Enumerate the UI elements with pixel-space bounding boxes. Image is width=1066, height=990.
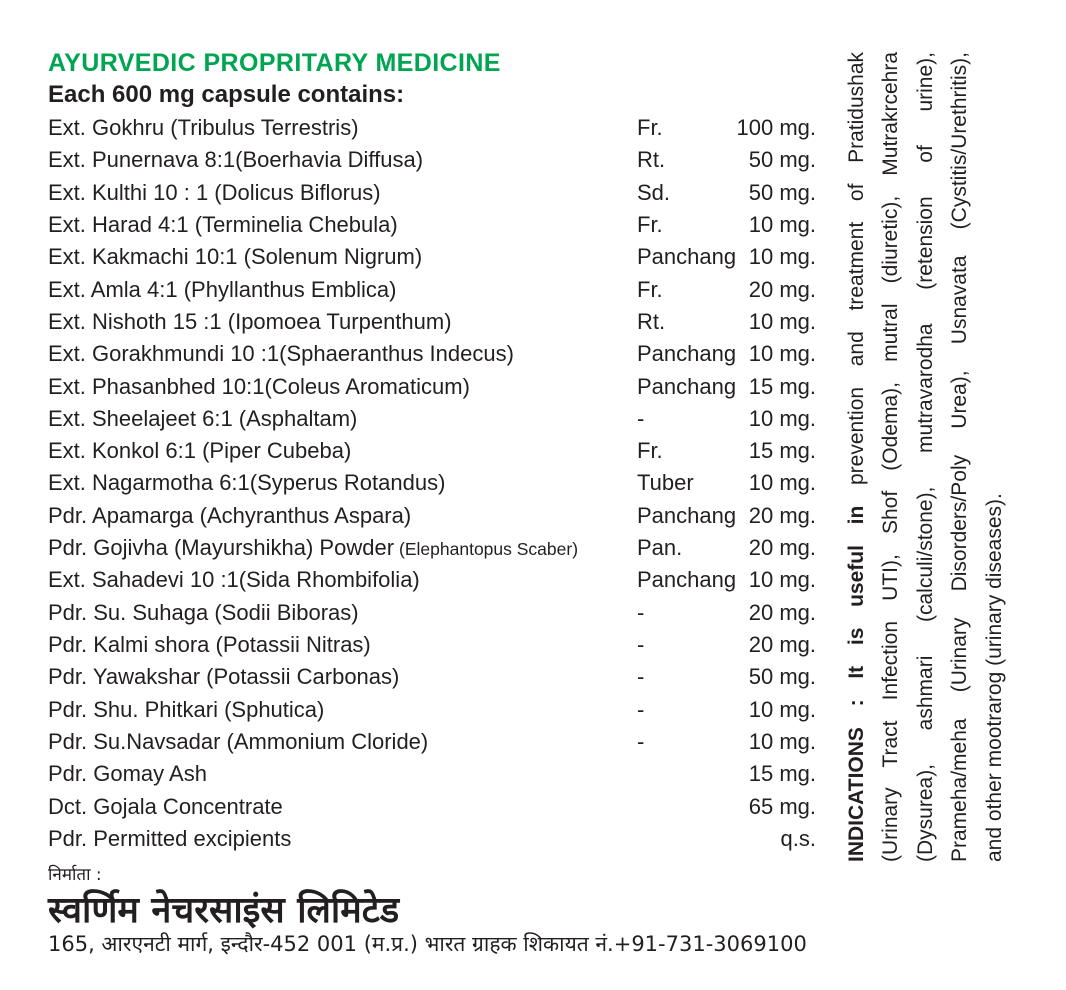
ingredient-part: Fr.	[637, 211, 663, 237]
ingredient-row	[48, 500, 816, 532]
ingredient-row	[48, 661, 816, 693]
ingredient-name: Ext. Kakmachi 10:1 (Solenum Nigrum)	[48, 244, 423, 270]
ingredient-name: Pdr. Yawakshar (Potassii Carbonas)	[48, 664, 400, 690]
ingredient-part: Panchang	[637, 373, 737, 399]
ingredient-row	[48, 241, 816, 273]
ingredient-name: Pdr. Su.Navsadar (Ammonium Cloride)	[48, 728, 429, 754]
ingredient-row	[48, 435, 816, 467]
ingredient-row	[48, 177, 816, 209]
ingredient-row	[48, 144, 816, 176]
ingredient-name: Ext. Amla 4:1 (Phyllanthus Emblica)	[48, 276, 397, 302]
manufacturer-address: 165, आरएनटी मार्ग, इन्दौर-452 001 (म.प्र.) भारत ग्राहक शिकायत नं.+91-731-3069100	[48, 932, 807, 956]
ingredient-name: Pdr. Gomay Ash	[48, 761, 207, 787]
indications-heading: INDICATIONS : It is useful in	[845, 505, 868, 862]
indications-line-4: Prameha/meha (Urinary Disorders/Poly Urea), Usnavata (Cystitis/Urethritis),	[948, 52, 972, 862]
ingredient-part: -	[637, 405, 645, 431]
ingredient-quantity: 50 mg.	[748, 147, 816, 173]
indications-panel	[840, 52, 1012, 862]
manufacturer-name: स्वर्णिम नेचरसाइंस लिमिटेड	[48, 890, 400, 931]
ingredient-quantity: 50 mg.	[748, 664, 816, 690]
ingredient-row	[48, 371, 816, 403]
ingredient-name: Ext. Punernava 8:1(Boerhavia Diffusa)	[48, 147, 424, 173]
ingredient-row	[48, 338, 816, 370]
ingredient-row	[48, 403, 816, 435]
ingredient-row	[48, 726, 816, 758]
ingredient-quantity: 10 mg.	[748, 211, 816, 237]
ingredient-quantity: 20 mg.	[748, 632, 816, 657]
ingredient-quantity: 10 mg.	[748, 728, 816, 754]
ingredient-part: Fr.	[637, 438, 663, 464]
ingredient-quantity: 10 mg.	[748, 567, 816, 593]
ingredient-row	[48, 791, 816, 823]
ingredient-name: Ext. Harad 4:1 (Terminelia Chebula)	[48, 211, 398, 237]
ingredient-name: Pdr. Apamarga (Achyranthus Aspara)	[48, 502, 412, 528]
ingredient-name: Pdr. Kalmi shora (Potassii Nitras)	[48, 632, 371, 657]
ingredient-part: Rt.	[637, 308, 666, 334]
ingredient-name: Ext. Nishoth 15 :1 (Ipomoea Turpenthum)	[48, 308, 452, 334]
ingredient-quantity: 15 mg.	[748, 761, 816, 787]
ingredient-quantity: 10 mg.	[748, 308, 816, 334]
composition-heading: Each 600 mg capsule contains:	[48, 81, 405, 108]
ingredient-part: Pan.	[637, 535, 683, 561]
ingredient-name: Ext. Gokhru (Tribulus Terrestris)	[48, 115, 359, 140]
ingredient-quantity: 10 mg.	[748, 696, 816, 722]
indications-line-3: (Dysurea), ashmari (calculi/stone), mutravarodha (retension of urine),	[913, 52, 937, 862]
ingredient-row	[48, 306, 816, 338]
ingredient-quantity: 20 mg.	[748, 599, 816, 625]
ingredient-part: Sd.	[637, 179, 671, 205]
ingredient-row	[48, 758, 816, 790]
ingredient-quantity: 100 mg.	[736, 115, 816, 140]
indications-line-1	[840, 52, 874, 862]
ingredient-part: -	[637, 632, 645, 657]
ingredient-name: Ext. Gorakhmundi 10 :1(Sphaeranthus Indecus)	[48, 341, 514, 367]
ingredient-quantity: 10 mg.	[748, 405, 816, 431]
ingredient-part: Tuber	[637, 470, 694, 496]
ingredient-row	[48, 467, 816, 499]
ingredient-row	[48, 209, 816, 241]
ingredient-part: Panchang	[637, 567, 737, 593]
ingredient-quantity: 10 mg.	[748, 341, 816, 367]
manufacturer-label: निर्माता :	[48, 865, 102, 885]
ingredient-name: Ext. Kulthi 10 : 1 (Dolicus Biflorus)	[48, 179, 381, 205]
ingredient-quantity: 10 mg.	[748, 244, 816, 270]
ingredient-name: Pdr. Permitted excipients	[48, 825, 292, 851]
ingredient-name: Ext. Phasanbhed 10:1(Coleus Aromaticum)	[48, 373, 470, 399]
ingredient-row	[48, 564, 816, 596]
ingredient-name: Pdr. Shu. Phitkari (Sphutica)	[48, 696, 325, 722]
ingredient-quantity: 65 mg.	[748, 793, 816, 819]
ingredient-quantity: 15 mg.	[748, 373, 816, 399]
indications-line-1-text: prevention and treatment of Pratidushak	[845, 51, 868, 486]
ingredient-name: Ext. Sahadevi 10 :1(Sida Rhombifolia)	[48, 567, 420, 593]
ingredient-part: -	[637, 696, 645, 722]
ingredient-quantity: 15 mg.	[748, 438, 816, 464]
ingredient-name-small: (Elephantopus Scaber)	[399, 539, 579, 560]
indications-line-2: (Urinary Tract Infection UTI), Shof (Odema), mutral (diuretic), Mutrakrcehra	[879, 52, 903, 862]
ingredient-quantity: 20 mg.	[748, 276, 816, 302]
indications-line-5: and other mootrarog (urinary diseases).	[982, 493, 1006, 862]
ingredient-part: Panchang	[637, 502, 737, 528]
ingredient-quantity: q.s.	[780, 825, 816, 851]
ingredient-row	[48, 694, 816, 726]
ingredient-part: Rt.	[637, 147, 666, 173]
ingredient-quantity: 20 mg.	[748, 535, 816, 561]
ingredient-row	[48, 274, 816, 306]
ingredient-quantity: 10 mg.	[748, 470, 816, 496]
ingredient-name: Pdr. Gojivha (Mayurshikha) Powder (Elephantopus Scaber)	[48, 535, 579, 561]
ingredient-name: Pdr. Su. Suhaga (Sodii Biboras)	[48, 599, 359, 625]
ingredient-part: Panchang	[637, 244, 737, 270]
ingredient-part: Panchang	[637, 341, 737, 367]
ingredient-row	[48, 112, 816, 144]
ingredient-quantity: 20 mg.	[748, 502, 816, 528]
ingredient-part: -	[637, 728, 645, 754]
ingredient-quantity: 50 mg.	[748, 179, 816, 205]
ingredient-name: Ext. Sheelajeet 6:1 (Asphaltam)	[48, 405, 358, 431]
ingredient-name: Ext. Konkol 6:1 (Piper Cubeba)	[48, 438, 352, 464]
ingredient-part: -	[637, 599, 645, 625]
ingredient-name: Ext. Nagarmotha 6:1(Syperus Rotandus)	[48, 470, 446, 496]
ingredient-name: Dct. Gojala Concentrate	[48, 793, 283, 819]
ingredient-row	[48, 823, 816, 855]
category-title: AYURVEDIC PROPRITARY MEDICINE	[48, 49, 501, 77]
ingredients-table	[48, 112, 816, 855]
ingredient-row	[48, 629, 816, 661]
ingredient-row	[48, 532, 816, 564]
ingredient-row	[48, 597, 816, 629]
ingredient-part: Fr.	[637, 115, 663, 140]
ingredient-part: Fr.	[637, 276, 663, 302]
ingredient-part: -	[637, 664, 645, 690]
